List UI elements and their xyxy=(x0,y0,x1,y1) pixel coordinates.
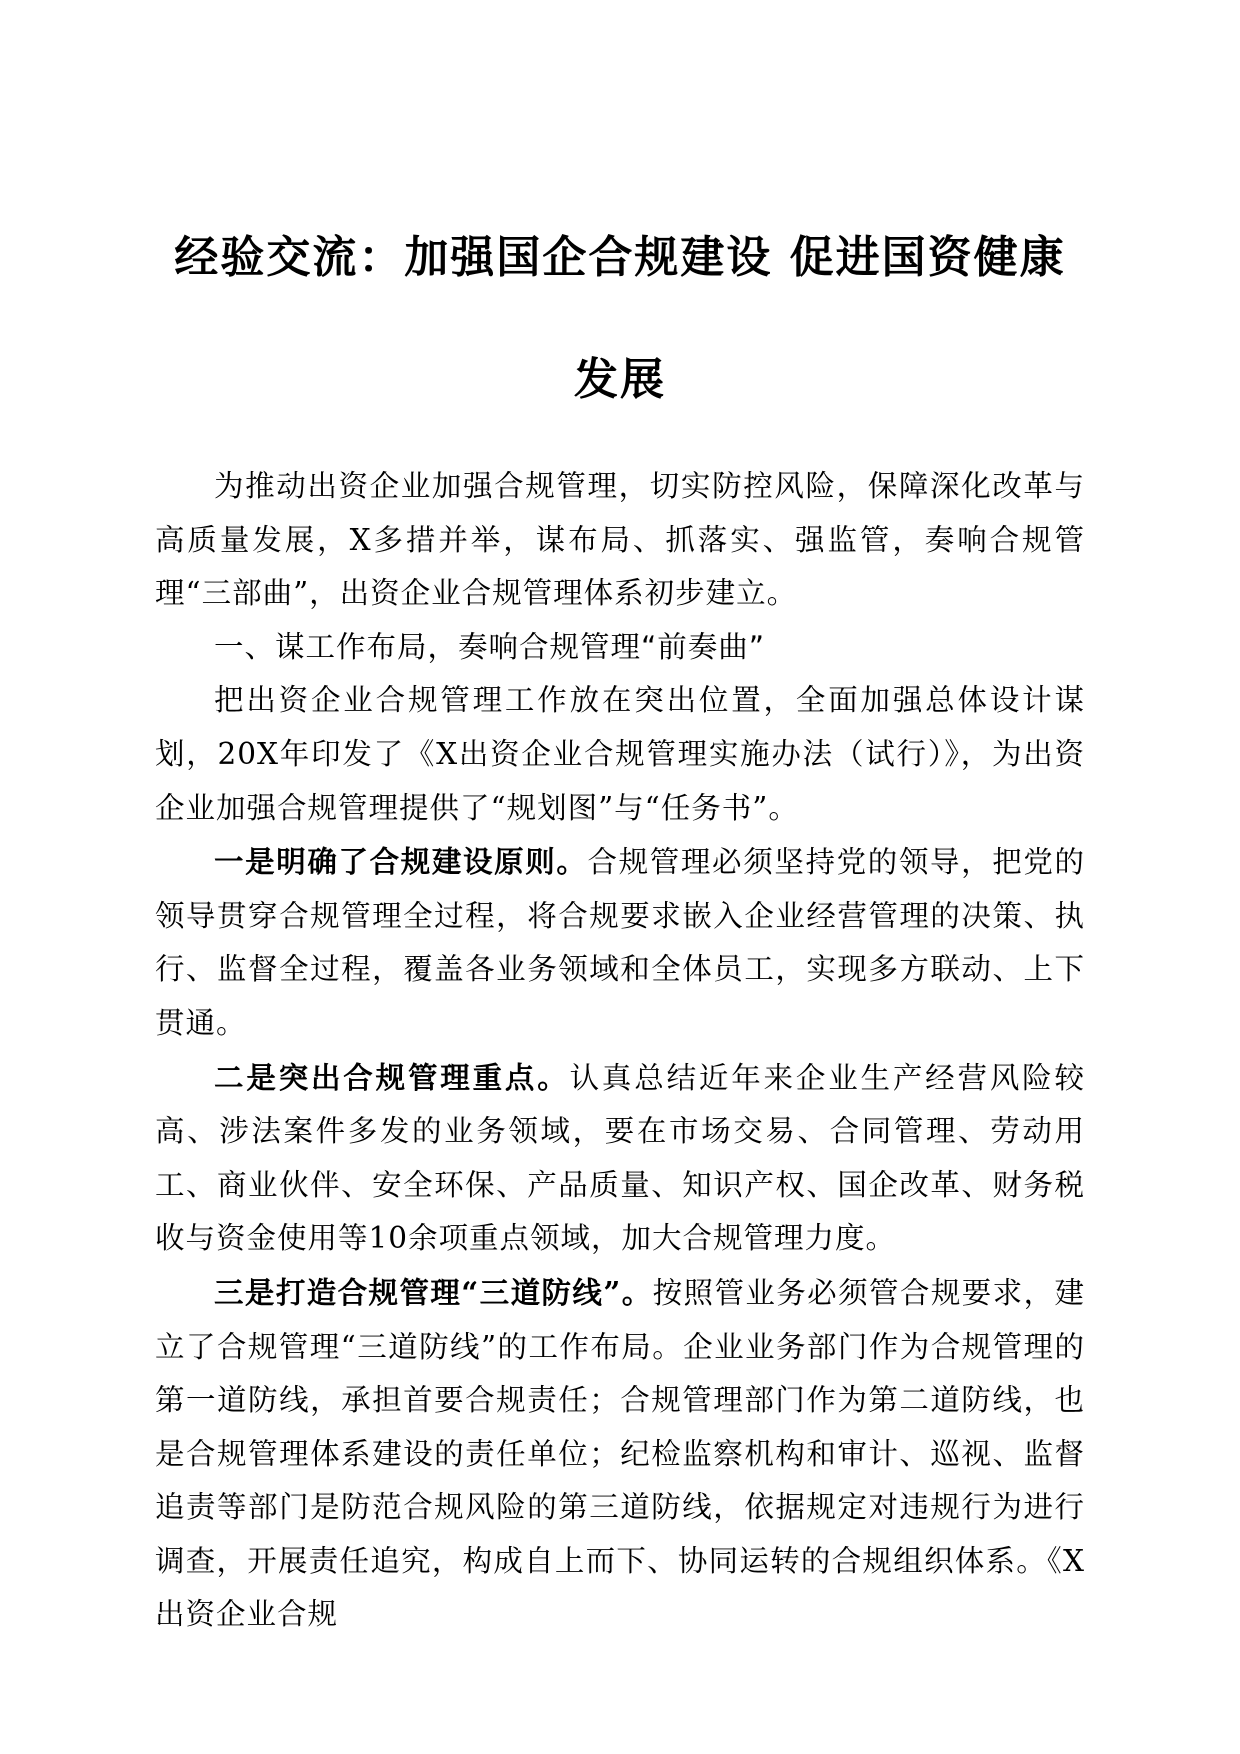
document-title-line-2: 发展 xyxy=(574,354,666,405)
point-2-body: 认真总结近年来企业生产经营风险较高、涉法案件多发的业务领域，要在市场交易、合同管理、劳动用工、商业伙伴、安全环保、产品质量、知识产权、国企改革、财务税收与资金使用等10余项重点领域，加大合规管理力度。 xyxy=(155,1060,1085,1256)
point-2-lead: 二是突出合规管理重点。 xyxy=(214,1059,570,1095)
point-2-paragraph xyxy=(155,1051,1085,1266)
intro-paragraph: 为推动出资企业加强合规管理，切实防控风险，保障深化改革与高质量发展，X多措并举，谋布局、抓落实、强监管，奏响合规管理“三部曲”，出资企业合规管理体系初步建立。 xyxy=(155,469,1085,611)
point-3-lead: 三是打造合规管理“三道防线”。 xyxy=(214,1274,653,1310)
point-3-paragraph xyxy=(155,1266,1085,1642)
point-1-lead: 一是明确了合规建设原则。 xyxy=(214,844,588,880)
point-1-paragraph xyxy=(155,835,1085,1050)
point-1-body: 合规管理必须坚持党的领导，把党的领导贯穿合规管理全过程，将合规要求嵌入企业经营管理的决策、执行、监督全过程，覆盖各业务领域和全体员工，实现多方联动、上下贯通。 xyxy=(155,845,1085,1040)
section-1-paragraph: 把出资企业合规管理工作放在突出位置，全面加强总体设计谋划，20X年印发了《X出资企业合规管理实施办法（试行）》，为出资企业加强合规管理提供了“规划图”与“任务书”。 xyxy=(155,683,1085,825)
document-title-line-1: 经验交流：加强国企合规建设 促进国资健康 xyxy=(174,232,1066,283)
point-3-body: 按照管业务必须管合规要求，建立了合规管理“三道防线”的工作布局。企业业务部门作为合规管理的第一道防线，承担首要合规责任；合规管理部门作为第二道防线，也是合规管理体系建设的责任单位；纪检监察机构和审计、巡视、监督追责等部门是防范合规风险的第三道防线，依据规定对违规行为进行调查，开展责任追究，构成自上而下、协同运转的合规组织体系。《X出资企业合规 xyxy=(155,1275,1085,1632)
section-1-heading: 一、谋工作布局，奏响合规管理“前奏曲” xyxy=(214,629,766,664)
document-body xyxy=(155,460,1085,1642)
